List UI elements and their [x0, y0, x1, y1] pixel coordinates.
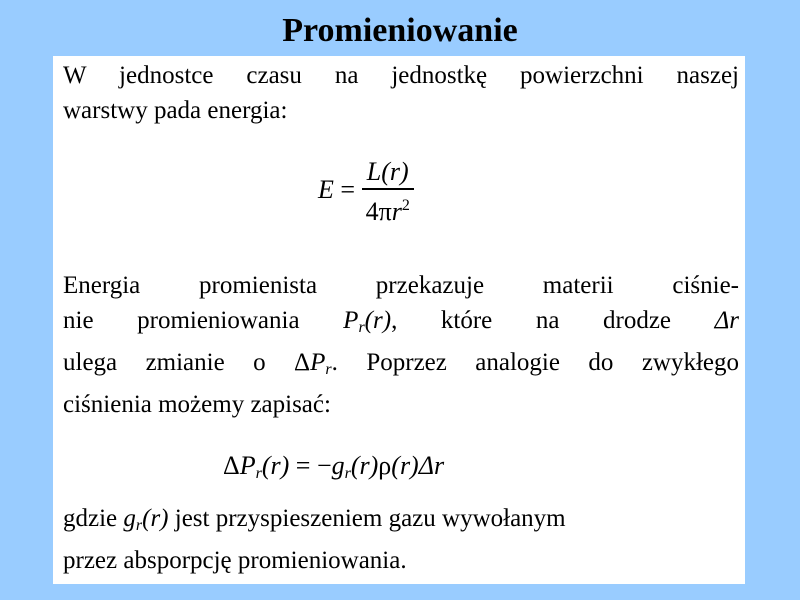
eq-g-subscript: r: [344, 465, 351, 482]
exponent: 2: [401, 197, 410, 214]
radius-var: r: [391, 197, 402, 226]
delta-r: Δr: [714, 307, 740, 334]
intro-line-2: warstwy pada energia:: [63, 97, 288, 124]
pressure-subscript: r: [358, 319, 365, 336]
equals-sign: =: [333, 174, 362, 204]
acceleration-line-2: przez absporpcję promieniowania.: [63, 547, 407, 574]
content-panel: [53, 56, 745, 584]
acceleration-line-1-text: gdzie: [63, 505, 118, 532]
pressure-line-3-text: ulega zmianie o Δ: [63, 349, 311, 376]
pressure-line-2-tail: , które na drodze: [391, 307, 672, 334]
eq-pressure-arg: (r): [261, 451, 290, 480]
eq-pressure-symbol: P: [239, 451, 256, 480]
luminosity-term: L(r): [366, 157, 409, 186]
fraction-denominator: [362, 188, 414, 228]
fraction-numerator: [362, 156, 414, 188]
acc-g-subscript: r: [135, 517, 143, 534]
pressure-formula: [223, 451, 444, 483]
pressure-line-2: [63, 303, 739, 345]
eq-pressure-subscript: r: [255, 465, 262, 482]
delta-pressure-subscript: r: [325, 361, 332, 378]
pressure-symbol: P: [343, 307, 359, 334]
eq-rho-symbol: ρ: [378, 451, 392, 480]
eq-rho-arg: (r): [391, 451, 419, 480]
pressure-line-3: [63, 345, 739, 387]
acceleration-paragraph: [63, 501, 739, 578]
pressure-line-3-tail: . Poprzez analogie do zwykłego: [331, 349, 740, 376]
intro-paragraph: [63, 58, 739, 128]
eq-delta-r: Δr: [418, 451, 445, 480]
pressure-paragraph: [63, 268, 739, 422]
pressure-line-1: Energia promienista przekazuje materii ciśnie-: [63, 272, 739, 299]
eq-g-arg: (r): [350, 451, 379, 480]
delta-pressure-symbol: P: [310, 349, 326, 376]
acc-g-symbol: g: [123, 505, 136, 532]
four-pi: 4π: [365, 197, 392, 226]
pressure-line-4: ciśnienia możemy zapisać:: [63, 391, 331, 418]
pressure-arg: (r): [364, 307, 392, 334]
energy-symbol: E: [318, 174, 334, 204]
energy-fraction: [362, 156, 414, 228]
slide-title: Promieniowanie: [282, 12, 518, 49]
eq-g-symbol: g: [331, 451, 345, 480]
pressure-line-2-text: nie promieniowania: [63, 307, 300, 334]
energy-formula: [318, 156, 414, 228]
delta-symbol: Δ: [223, 451, 240, 480]
intro-line-1: W jednostce czasu na jednostkę powierzchni naszej: [63, 62, 739, 89]
acceleration-line-1: [63, 501, 739, 543]
acc-g-arg: (r): [142, 505, 169, 532]
eq-equals-minus: = −: [289, 451, 332, 480]
acceleration-line-1-tail: jest przyspieszeniem gazu wywołanym: [174, 505, 566, 532]
